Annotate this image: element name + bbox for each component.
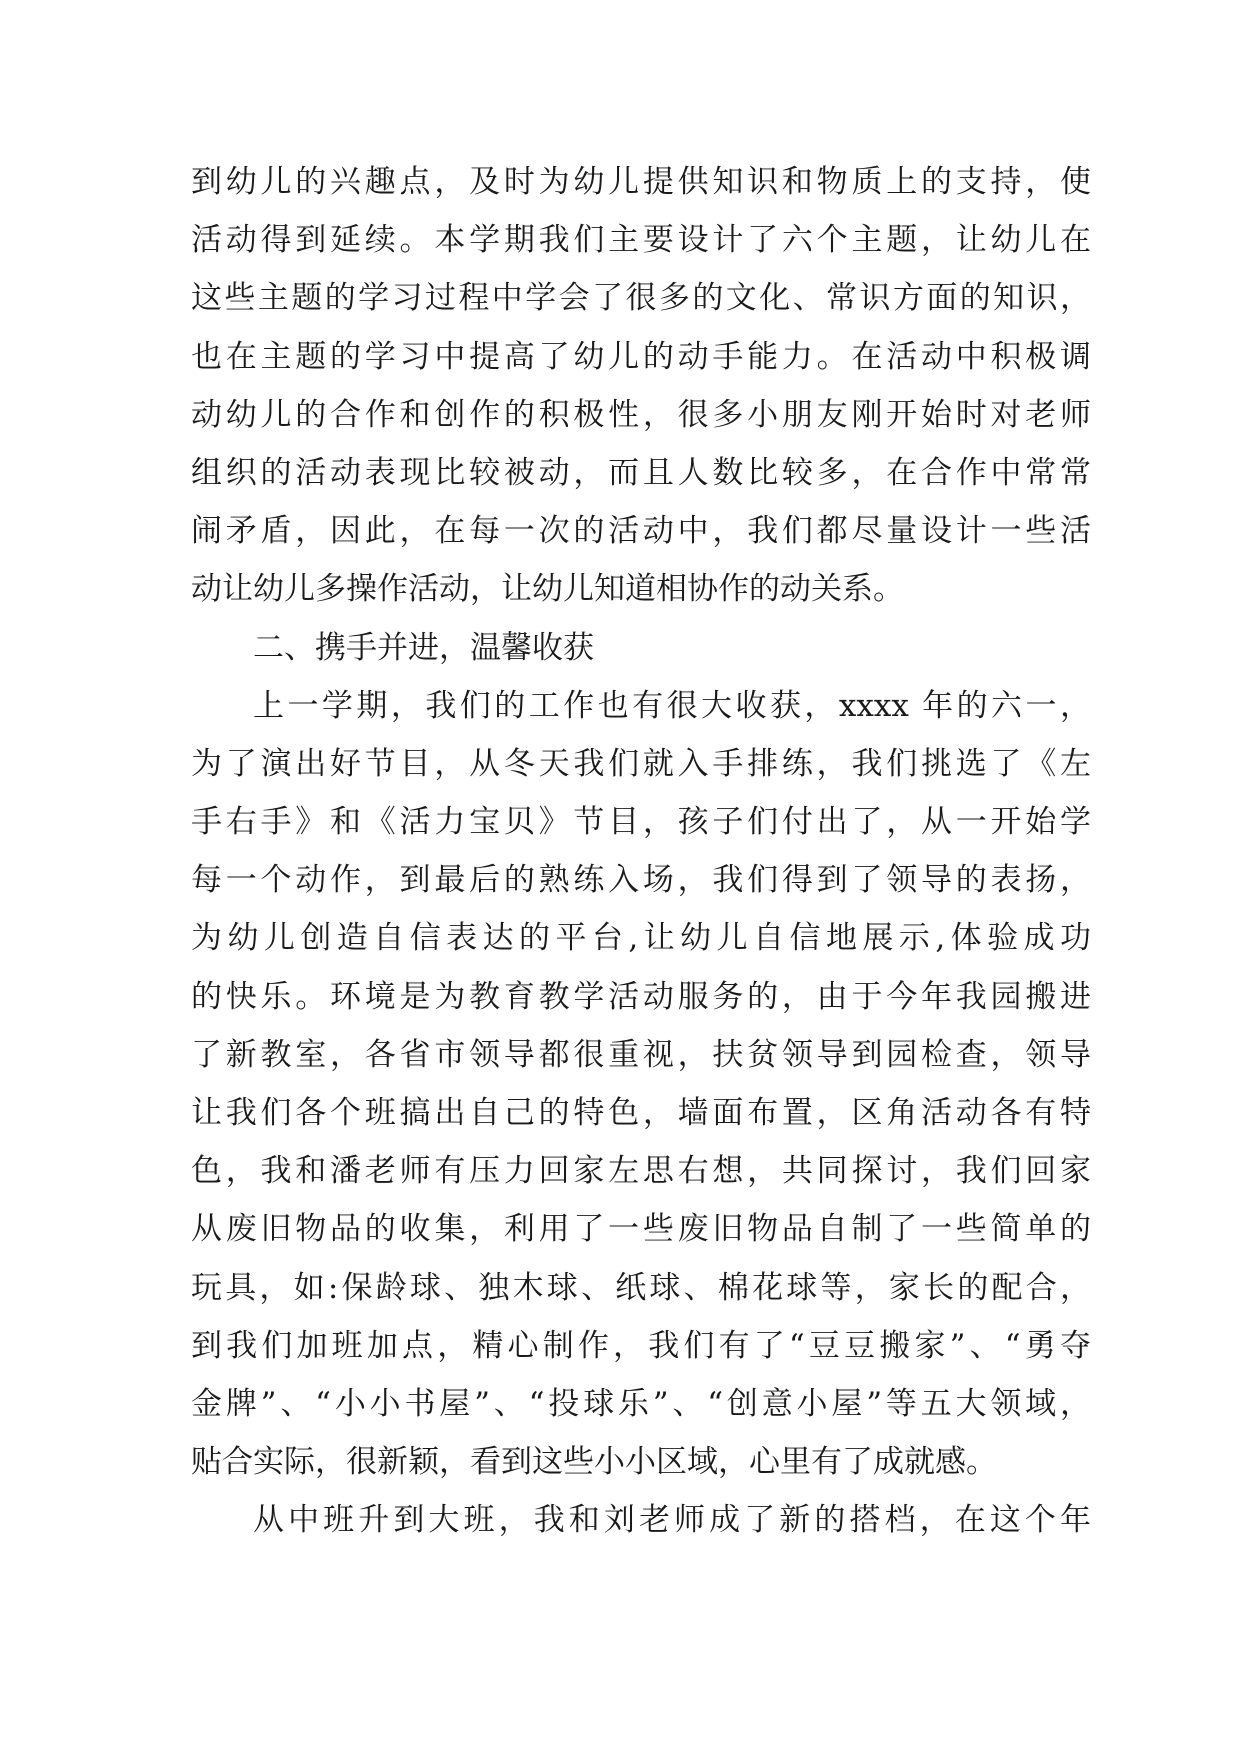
text-line: 让我们各个班搞出自己的特色，墙面布置，区角活动各有特 <box>191 1095 1091 1131</box>
section-heading: 二、携手并进，温馨收获 <box>253 629 594 666</box>
text-line: 为了演出好节目，从冬天我们就入手排练，我们挑选了《左 <box>191 745 1091 782</box>
text-line: 也在主题的学习中提高了幼儿的动手能力。在活动中积极调 <box>191 338 1091 375</box>
body-text <box>191 153 1091 1550</box>
text-line: 组织的活动表现比较被动，而且人数比较多，在合作中常常 <box>191 454 1091 491</box>
text-line: 从废旧物品的收集，利用了一些废旧物品自制了一些简单的 <box>191 1211 1091 1248</box>
text-line: 动让幼儿多操作活动，让幼儿知道相协作的动关系。 <box>191 571 904 608</box>
text-line: 到我们加班加点，精心制作，我们有了“豆豆搬家”、“勇夺 <box>191 1327 1091 1364</box>
text-line: 贴合实际，很新颖，看到这些小小区域，心里有了成就感。 <box>191 1444 997 1481</box>
text-line: 色，我和潘老师有压力回家左思右想，共同探讨，我们回家 <box>191 1153 1091 1190</box>
text-line: 上一学期，我们的工作也有很大收获，xxxx 年的六一， <box>253 687 1091 724</box>
text-line: 到幼儿的兴趣点，及时为幼儿提供知识和物质上的支持，使 <box>191 164 1091 200</box>
text-line: 闹矛盾，因此，在每一次的活动中，我们都尽量设计一些活 <box>191 513 1091 550</box>
text-line: 这些主题的学习过程中学会了很多的文化、常识方面的知识， <box>191 280 1091 317</box>
text-line: 每一个动作，到最后的熟练入场，我们得到了领导的表扬， <box>191 862 1091 899</box>
text-line: 手右手》和《活力宝贝》节目，孩子们付出了，从一开始学 <box>191 804 1091 841</box>
text-line: 从中班升到大班，我和刘老师成了新的搭档，在这个年 <box>253 1502 1091 1539</box>
text-line: 动幼儿的合作和创作的积极性，很多小朋友刚开始时对老师 <box>191 396 1091 433</box>
text-line: 活动得到延续。本学期我们主要设计了六个主题，让幼儿在 <box>191 222 1091 259</box>
text-line: 为幼儿创造自信表达的平台,让幼儿自信地展示,体验成功 <box>191 920 1091 957</box>
text-line: 的快乐。环境是为教育教学活动服务的，由于今年我园搬进 <box>191 978 1091 1015</box>
text-line: 了新教室，各省市领导都很重视，扶贫领导到园检查，领导 <box>191 1036 1091 1073</box>
text-line: 玩具，如:保龄球、独木球、纸球、棉花球等，家长的配合， <box>191 1269 1091 1306</box>
text-line: 金牌”、“小小书屋”、“投球乐”、“创意小屋”等五大领域， <box>191 1385 1091 1422</box>
